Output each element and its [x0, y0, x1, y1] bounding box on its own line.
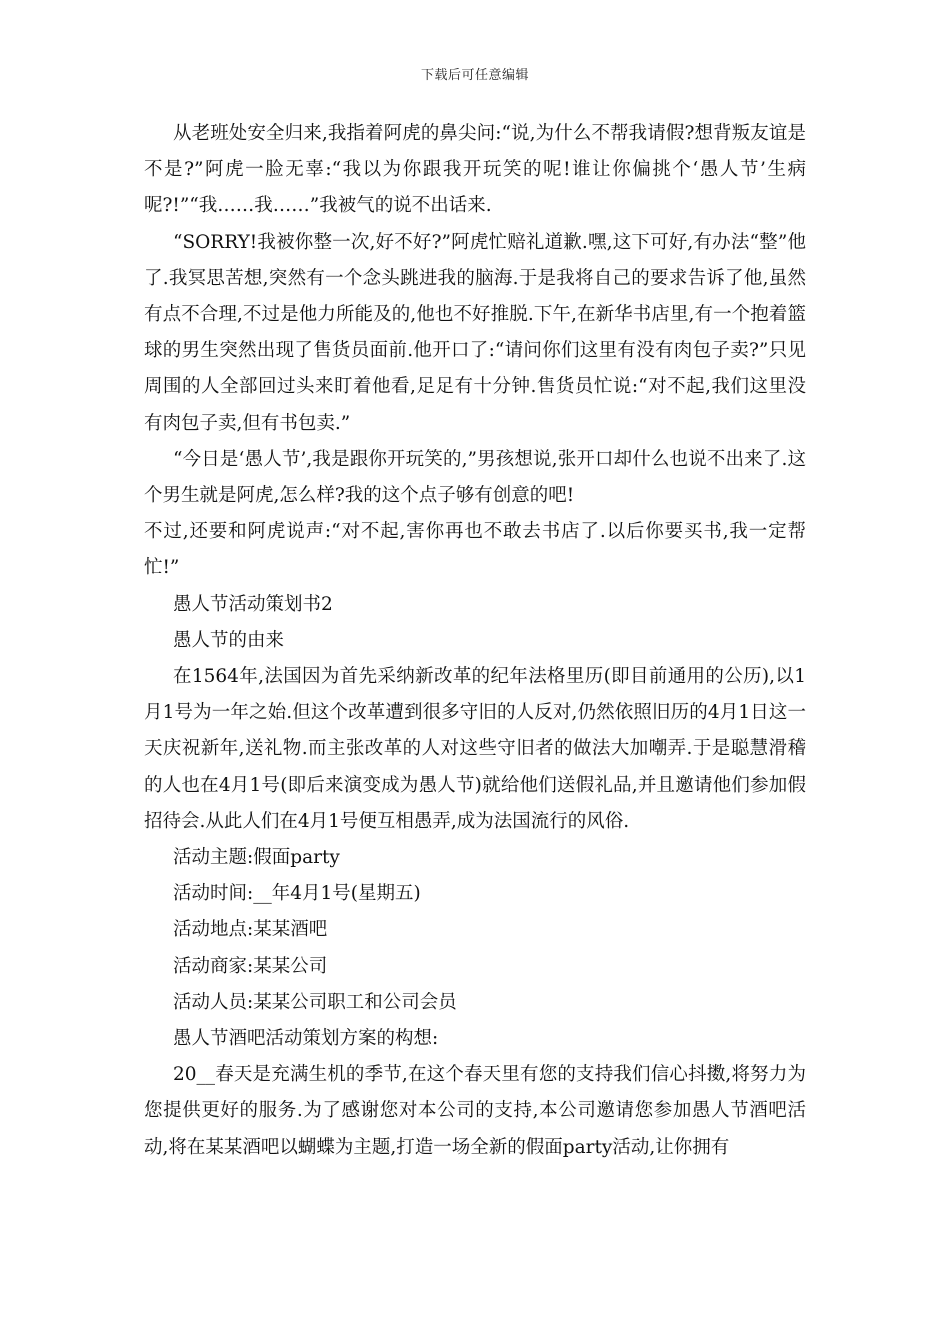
activity-theme: 活动主题:假面party	[173, 847, 340, 869]
paragraph: “SORRY!我被你整一次,好不好?”阿虎忙赔礼道歉.嘿,这下可好,有办法“整”他了.我冥思苦想,突然有一个念头跳进我的脑海.于是我将自己的要求告诉了他,虽然有点不合理,不过是他力所能及的,他也不好推脱.下午,在新华书店里,有一个抱着篮球的男生突然出现了售货员面前.他开口了:“请问你们这里有没有肉包子卖?”只见周围的人全部回过头来盯着他看,足足有十分钟.售货员忙说:“对不起,我们这里没有肉包子卖,但有书包卖.”	[144, 231, 806, 434]
activity-location: 活动地点:某某酒吧	[173, 919, 328, 941]
document-body	[144, 116, 806, 1166]
paragraph: 从老班处安全归来,我指着阿虎的鼻尖问:“说,为什么不帮我请假?想背叛友谊是不是?”阿虎一脸无辜:“我以为你跟我开玩笑的呢!谁让你偏挑个‘愚人节’生病呢?!”“我……我……”我被气的说不出话来.	[144, 123, 806, 217]
paragraph: 20__春天是充满生机的季节,在这个春天里有您的支持我们信心抖擞,将努力为您提供更好的服务.为了感谢您对本公司的支持,本公司邀请您参加愚人节酒吧活动,将在某某酒吧以蝴蝶为主题,打造一场全新的假面party活动,让你拥有	[144, 1064, 806, 1158]
page-header: 下载后可任意编辑	[420, 68, 529, 83]
activity-participants: 活动人员:某某公司职工和公司会员	[173, 991, 457, 1013]
section-title: 愚人节活动策划书2	[173, 593, 333, 615]
activity-merchant: 活动商家:某某公司	[173, 955, 328, 977]
paragraph: 在1564年,法国因为首先采纳新改革的纪年法格里历(即目前通用的公历),以1月1号为一年之始.但这个改革遭到很多守旧的人反对,仍然依照旧历的4月1日这一天庆祝新年,送礼物.而主张改革的人对这些守旧者的做法大加嘲弄.于是聪慧滑稽的人也在4月1号(即后来演变成为愚人节)就给他们送假礼品,并且邀请他们参加假招待会.从此人们在4月1号便互相愚弄,成为法国流行的风俗.	[144, 666, 806, 832]
plan-concept-heading: 愚人节酒吧活动策划方案的构想:	[173, 1028, 439, 1050]
paragraph: 不过,还要和阿虎说声:“对不起,害你再也不敢去书店了.以后你要买书,我一定帮忙!”	[144, 521, 806, 579]
paragraph: “今日是‘愚人节’,我是跟你开玩笑的,”男孩想说,张开口却什么也说不出来了.这个男生就是阿虎,怎么样?我的这个点子够有创意的吧!	[144, 448, 806, 507]
section-subtitle: 愚人节的由来	[173, 629, 285, 651]
activity-time: 活动时间:__年4月1号(星期五)	[173, 883, 421, 905]
